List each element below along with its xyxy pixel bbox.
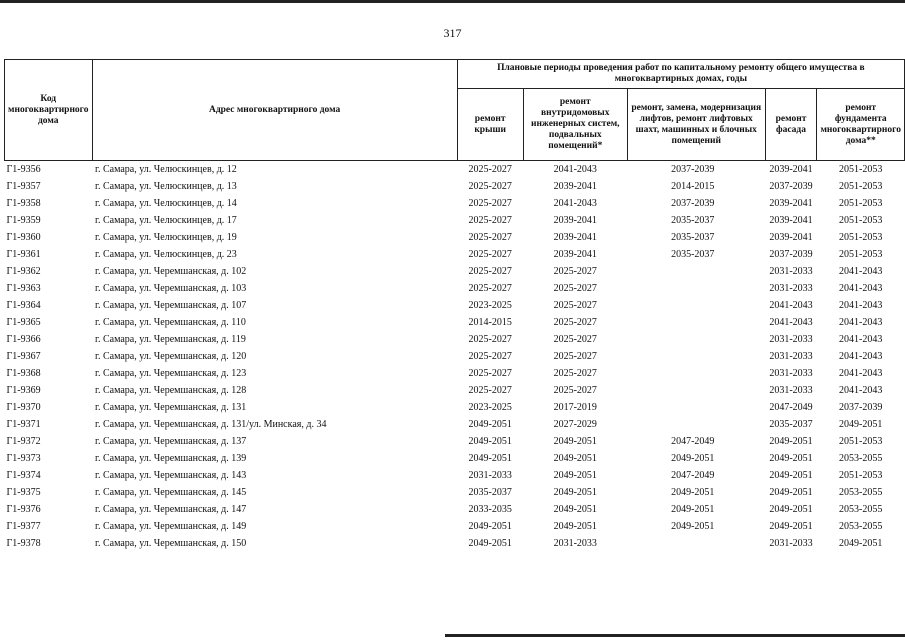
cell-address: г. Самара, ул. Черемшанская, д. 102 xyxy=(95,266,247,277)
table-row xyxy=(5,331,905,348)
cell-address: г. Самара, ул. Челюскинцев, д. 12 xyxy=(95,164,237,175)
cell-lifts: 2049-2051 xyxy=(671,487,715,498)
top-rule xyxy=(0,0,905,3)
cell-foundation: 2051-2053 xyxy=(839,249,883,260)
cell-systems: 2025-2027 xyxy=(553,351,597,362)
cell-roof: 2023-2025 xyxy=(468,402,512,413)
cell-code: Г1-9360 xyxy=(6,232,41,243)
cell-roof: 2049-2051 xyxy=(468,538,512,549)
cell-roof: 2025-2027 xyxy=(468,232,512,243)
cell-foundation: 2049-2051 xyxy=(839,538,883,549)
cell-foundation: 2053-2055 xyxy=(839,487,883,498)
cell-systems: 2025-2027 xyxy=(553,368,597,379)
cell-address: г. Самара, ул. Черемшанская, д. 110 xyxy=(95,317,246,328)
cell-facade: 2031-2033 xyxy=(769,283,813,294)
cell-roof: 2025-2027 xyxy=(468,215,512,226)
cell-systems: 2049-2051 xyxy=(553,436,597,447)
cell-facade: 2049-2051 xyxy=(769,470,813,481)
table-row xyxy=(5,450,905,467)
table-row xyxy=(5,314,905,331)
table-row xyxy=(5,365,905,382)
cell-foundation: 2041-2043 xyxy=(839,351,883,362)
cell-facade: 2031-2033 xyxy=(769,538,813,549)
cell-address: г. Самара, ул. Черемшанская, д. 145 xyxy=(95,487,247,498)
cell-code: Г1-9375 xyxy=(6,487,41,498)
table-row xyxy=(5,518,905,535)
table-body xyxy=(5,161,905,553)
header-foundation: ремонт фундамента многоквартирного дома** xyxy=(817,89,905,161)
cell-address: г. Самара, ул. Черемшанская, д. 147 xyxy=(95,504,247,515)
cell-roof: 2025-2027 xyxy=(468,164,512,175)
cell-systems: 2049-2051 xyxy=(553,504,597,515)
cell-systems: 2025-2027 xyxy=(553,334,597,345)
table-row xyxy=(5,501,905,518)
cell-code: Г1-9361 xyxy=(6,249,41,260)
repair-schedule-table xyxy=(4,59,905,552)
cell-roof: 2025-2027 xyxy=(468,266,512,277)
cell-code: Г1-9372 xyxy=(6,436,41,447)
table-row xyxy=(5,382,905,399)
cell-foundation: 2051-2053 xyxy=(839,470,883,481)
cell-systems: 2049-2051 xyxy=(553,521,597,532)
table-row xyxy=(5,161,905,179)
cell-facade: 2049-2051 xyxy=(769,521,813,532)
cell-systems: 2049-2051 xyxy=(553,453,597,464)
cell-address: г. Самара, ул. Черемшанская, д. 149 xyxy=(95,521,247,532)
cell-address: г. Самара, ул. Черемшанская, д. 119 xyxy=(95,334,246,345)
cell-foundation: 2041-2043 xyxy=(839,266,883,277)
cell-systems: 2025-2027 xyxy=(553,300,597,311)
cell-facade: 2049-2051 xyxy=(769,487,813,498)
table-row xyxy=(5,348,905,365)
table-row xyxy=(5,280,905,297)
cell-foundation: 2041-2043 xyxy=(839,334,883,345)
cell-facade: 2049-2051 xyxy=(769,453,813,464)
cell-address: г. Самара, ул. Черемшанская, д. 137 xyxy=(95,436,247,447)
cell-roof: 2025-2027 xyxy=(468,283,512,294)
cell-lifts xyxy=(627,399,765,416)
cell-lifts xyxy=(627,263,765,280)
cell-code: Г1-9364 xyxy=(6,300,41,311)
cell-facade: 2047-2049 xyxy=(769,402,813,413)
header-roof: ремонт крыши xyxy=(457,89,523,161)
header-lifts: ремонт, замена, модернизация лифтов, ремонт лифтовых шахт, машинных и блочных помещений xyxy=(627,89,765,161)
cell-code: Г1-9369 xyxy=(6,385,41,396)
cell-code: Г1-9373 xyxy=(6,453,41,464)
cell-foundation: 2041-2043 xyxy=(839,368,883,379)
cell-lifts: 2049-2051 xyxy=(671,453,715,464)
cell-facade: 2039-2041 xyxy=(769,215,813,226)
cell-code: Г1-9367 xyxy=(6,351,41,362)
cell-code: Г1-9358 xyxy=(6,198,41,209)
table-row xyxy=(5,467,905,484)
cell-address: г. Самара, ул. Челюскинцев, д. 13 xyxy=(95,181,237,192)
cell-lifts xyxy=(627,297,765,314)
cell-systems: 2039-2041 xyxy=(553,249,597,260)
cell-foundation: 2041-2043 xyxy=(839,300,883,311)
cell-lifts: 2047-2049 xyxy=(671,470,715,481)
cell-roof: 2025-2027 xyxy=(468,249,512,260)
cell-address: г. Самара, ул. Челюскинцев, д. 17 xyxy=(95,215,237,226)
cell-lifts xyxy=(627,314,765,331)
cell-address: г. Самара, ул. Черемшанская, д. 131 xyxy=(95,402,247,413)
header-systems: ремонт внутридомовых инженерных систем, подвальных помещений* xyxy=(523,89,627,161)
cell-foundation: 2051-2053 xyxy=(839,198,883,209)
table-row xyxy=(5,229,905,246)
cell-roof: 2033-2035 xyxy=(468,504,512,515)
cell-roof: 2049-2051 xyxy=(468,436,512,447)
cell-roof: 2025-2027 xyxy=(468,181,512,192)
cell-systems: 2041-2043 xyxy=(553,198,597,209)
cell-facade: 2049-2051 xyxy=(769,436,813,447)
cell-address: г. Самара, ул. Черемшанская, д. 139 xyxy=(95,453,247,464)
table-row xyxy=(5,195,905,212)
header-group: Плановые периоды проведения работ по капитальному ремонту общего имущества в многоквартирных домах, годы xyxy=(457,60,904,89)
cell-lifts xyxy=(627,280,765,297)
header-facade: ремонт фасада xyxy=(765,89,817,161)
cell-roof: 2025-2027 xyxy=(468,198,512,209)
cell-lifts: 2035-2037 xyxy=(671,215,715,226)
cell-address: г. Самара, ул. Черемшанская, д. 103 xyxy=(95,283,247,294)
cell-systems: 2025-2027 xyxy=(553,266,597,277)
cell-lifts xyxy=(627,416,765,433)
cell-address: г. Самара, ул. Черемшанская, д. 150 xyxy=(95,538,247,549)
cell-code: Г1-9357 xyxy=(6,181,41,192)
cell-address: г. Самара, ул. Черемшанская, д. 131/ул. Минская, д. 34 xyxy=(95,419,327,430)
cell-code: Г1-9363 xyxy=(6,283,41,294)
cell-code: Г1-9374 xyxy=(6,470,41,481)
cell-foundation: 2041-2043 xyxy=(839,317,883,328)
cell-systems: 2041-2043 xyxy=(553,164,597,175)
cell-facade: 2041-2043 xyxy=(769,300,813,311)
cell-facade: 2031-2033 xyxy=(769,266,813,277)
table-row xyxy=(5,399,905,416)
cell-address: г. Самара, ул. Черемшанская, д. 123 xyxy=(95,368,247,379)
cell-code: Г1-9376 xyxy=(6,504,41,515)
cell-foundation: 2037-2039 xyxy=(839,402,883,413)
cell-code: Г1-9371 xyxy=(6,419,41,430)
cell-lifts xyxy=(627,365,765,382)
cell-lifts: 2035-2037 xyxy=(671,249,715,260)
cell-roof: 2049-2051 xyxy=(468,453,512,464)
cell-code: Г1-9368 xyxy=(6,368,41,379)
cell-lifts: 2049-2051 xyxy=(671,521,715,532)
cell-systems: 2031-2033 xyxy=(553,538,597,549)
cell-facade: 2031-2033 xyxy=(769,368,813,379)
cell-facade: 2035-2037 xyxy=(769,419,813,430)
cell-systems: 2049-2051 xyxy=(553,470,597,481)
cell-lifts: 2047-2049 xyxy=(671,436,715,447)
cell-systems: 2039-2041 xyxy=(553,215,597,226)
cell-facade: 2049-2051 xyxy=(769,504,813,515)
cell-facade: 2037-2039 xyxy=(769,181,813,192)
cell-roof: 2025-2027 xyxy=(468,351,512,362)
cell-facade: 2039-2041 xyxy=(769,164,813,175)
table-row xyxy=(5,212,905,229)
cell-facade: 2031-2033 xyxy=(769,351,813,362)
cell-systems: 2017-2019 xyxy=(553,402,597,413)
cell-systems: 2039-2041 xyxy=(553,181,597,192)
cell-foundation: 2041-2043 xyxy=(839,385,883,396)
table-row xyxy=(5,535,905,552)
table-row xyxy=(5,297,905,314)
cell-code: Г1-9377 xyxy=(6,521,41,532)
cell-lifts xyxy=(627,331,765,348)
cell-address: г. Самара, ул. Челюскинцев, д. 23 xyxy=(95,249,237,260)
cell-foundation: 2051-2053 xyxy=(839,181,883,192)
cell-facade: 2031-2033 xyxy=(769,334,813,345)
cell-address: г. Самара, ул. Челюскинцев, д. 14 xyxy=(95,198,237,209)
cell-code: Г1-9359 xyxy=(6,215,41,226)
table-row xyxy=(5,484,905,501)
cell-code: Г1-9366 xyxy=(6,334,41,345)
cell-roof: 2023-2025 xyxy=(468,300,512,311)
cell-systems: 2025-2027 xyxy=(553,317,597,328)
table-row xyxy=(5,433,905,450)
cell-foundation: 2053-2055 xyxy=(839,453,883,464)
header-code: Код многоквартирного дома xyxy=(5,60,93,161)
cell-facade: 2041-2043 xyxy=(769,317,813,328)
cell-lifts xyxy=(627,535,765,552)
cell-foundation: 2049-2051 xyxy=(839,419,883,430)
cell-roof: 2025-2027 xyxy=(468,385,512,396)
cell-foundation: 2051-2053 xyxy=(839,436,883,447)
cell-foundation: 2053-2055 xyxy=(839,521,883,532)
cell-code: Г1-9365 xyxy=(6,317,41,328)
cell-foundation: 2051-2053 xyxy=(839,215,883,226)
cell-address: г. Самара, ул. Черемшанская, д. 128 xyxy=(95,385,247,396)
cell-roof: 2025-2027 xyxy=(468,368,512,379)
cell-code: Г1-9362 xyxy=(6,266,41,277)
table-header xyxy=(5,60,905,161)
cell-foundation: 2051-2053 xyxy=(839,164,883,175)
cell-systems: 2025-2027 xyxy=(553,385,597,396)
cell-address: г. Самара, ул. Челюскинцев, д. 19 xyxy=(95,232,237,243)
cell-roof: 2035-2037 xyxy=(468,487,512,498)
cell-facade: 2039-2041 xyxy=(769,232,813,243)
cell-address: г. Самара, ул. Черемшанская, д. 107 xyxy=(95,300,247,311)
cell-address: г. Самара, ул. Черемшанская, д. 120 xyxy=(95,351,247,362)
cell-facade: 2039-2041 xyxy=(769,198,813,209)
header-address: Адрес многоквартирного дома xyxy=(92,60,457,161)
cell-foundation: 2053-2055 xyxy=(839,504,883,515)
cell-roof: 2049-2051 xyxy=(468,419,512,430)
cell-facade: 2037-2039 xyxy=(769,249,813,260)
table-row xyxy=(5,263,905,280)
cell-facade: 2031-2033 xyxy=(769,385,813,396)
cell-lifts: 2037-2039 xyxy=(671,164,715,175)
cell-foundation: 2041-2043 xyxy=(839,283,883,294)
cell-lifts: 2037-2039 xyxy=(671,198,715,209)
cell-foundation: 2051-2053 xyxy=(839,232,883,243)
cell-roof: 2031-2033 xyxy=(468,470,512,481)
cell-lifts: 2014-2015 xyxy=(671,181,715,192)
cell-code: Г1-9370 xyxy=(6,402,41,413)
cell-lifts: 2035-2037 xyxy=(671,232,715,243)
cell-systems: 2039-2041 xyxy=(553,232,597,243)
cell-roof: 2025-2027 xyxy=(468,334,512,345)
cell-lifts xyxy=(627,382,765,399)
table-row xyxy=(5,246,905,263)
cell-roof: 2014-2015 xyxy=(468,317,512,328)
cell-code: Г1-9378 xyxy=(6,538,41,549)
cell-systems: 2049-2051 xyxy=(553,487,597,498)
cell-lifts xyxy=(627,348,765,365)
cell-address: г. Самара, ул. Черемшанская, д. 143 xyxy=(95,470,247,481)
cell-systems: 2027-2029 xyxy=(553,419,597,430)
cell-roof: 2049-2051 xyxy=(468,521,512,532)
cell-systems: 2025-2027 xyxy=(553,283,597,294)
cell-code: Г1-9356 xyxy=(6,164,41,175)
bottom-rule xyxy=(445,634,905,637)
table-row xyxy=(5,178,905,195)
table-row xyxy=(5,416,905,433)
page-number: 317 xyxy=(443,26,462,40)
cell-lifts: 2049-2051 xyxy=(671,504,715,515)
